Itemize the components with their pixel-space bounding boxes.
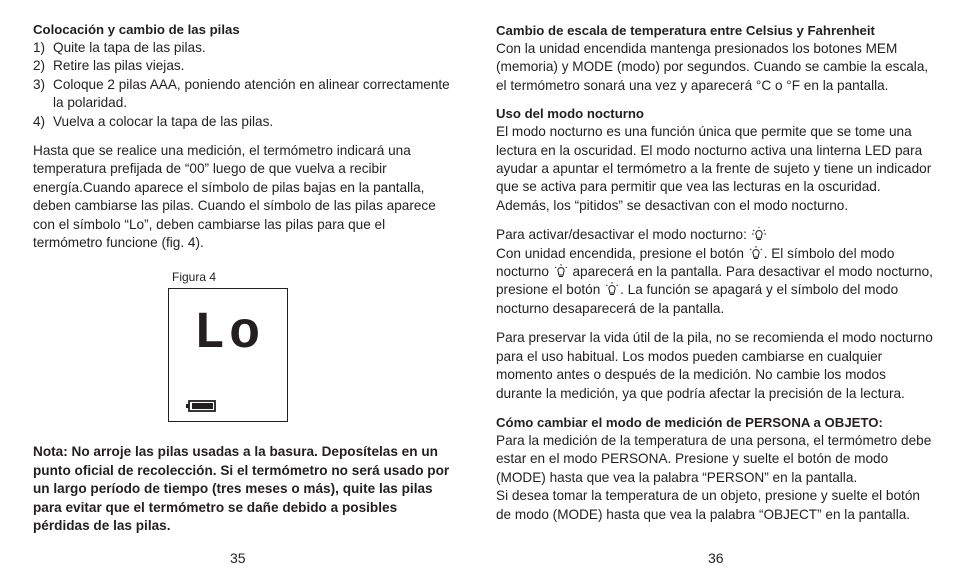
heading-batteries: Colocación y cambio de las pilas xyxy=(33,22,240,37)
night-mode-bulb-icon xyxy=(553,263,569,279)
disposal-note: Nota: No arroje las pilas usadas a la basura. Deposítelas en un punto oficial de recolección. Si el termómetro no será usado por un largo período de tiempo (tres meses o más), quite las pilas para evitar que el termómetro se dañe debido a posibles pérdidas de las pilas. xyxy=(33,444,450,534)
list-item xyxy=(33,76,457,113)
instructions-text: . El símbolo del modo nocturno xyxy=(496,245,895,280)
step-text: Coloque 2 pilas AAA, poniendo atención en alinear correctamente la polaridad. xyxy=(53,76,450,111)
figure-caption: Figura 4 xyxy=(172,270,217,284)
lcd-lo-readout xyxy=(169,289,286,420)
list-item xyxy=(33,39,457,57)
low-battery-icon xyxy=(186,401,215,411)
preserve-paragraph: Para preservar la vida útil de la pila, no se recomienda el modo nocturno para el uso habitual. Los modos pueden cambiarse en cualquier momento antes o después de la medición. No cambie los modos durante la medición, ya que podría afectar la precisión de la lectura. xyxy=(496,330,933,401)
night-mode-bulb-icon xyxy=(748,245,764,261)
mode-paragraph-person: Para la medición de la temperatura de una persona, el termómetro debe estar en el modo PERSONA. Presione y suelte el botón de modo (MODE) hasta que vea la palabra “PERSON” en la pantalla. xyxy=(496,432,932,485)
scale-paragraph: Con la unidad encendida mantenga presionados los botones MEM (memoria) y MODE (modo) por segundos. Cuando se cambie la escala, el termómetro sonará una vez y aparecerá °C o °F en la pantalla. xyxy=(496,41,929,93)
night-mode-bulb-icon xyxy=(604,281,620,297)
instructions-text: . La función se apagará y el símbolo del modo nocturno desaparecerá de la pantalla. xyxy=(496,282,899,316)
step-text: Vuelva a colocar la tapa de las pilas. xyxy=(53,113,274,129)
step-number: 3) xyxy=(33,76,46,92)
heading-scale: Cambio de escala de temperatura entre Celsius y Fahrenheit xyxy=(496,23,875,38)
step-number: 2) xyxy=(33,58,46,74)
instructions-label: Para activar/desactivar el modo nocturno: xyxy=(496,227,747,243)
mode-paragraph-object: Si desea tomar la temperatura de un objeto, presione y suelte el botón de modo (MODE) hasta que vea la palabra “OBJECT” en la pantalla. xyxy=(496,488,920,522)
page-number-left: 35 xyxy=(230,550,246,566)
night-mode-instructions xyxy=(496,226,934,318)
heading-night-mode: Uso del modo nocturno xyxy=(496,106,644,122)
night-mode-paragraph: El modo nocturno es una función única que permite que se tome una lectura en la oscuridad. El modo nocturno activa una linterna LED para ayudar a apuntar el termómetro a la frente de sujeto y tiene un indicador que se activa para permitir que vea las lecturas en la oscuridad. Además, los “pitidos” se desactivan con el modo nocturno. xyxy=(496,124,932,213)
night-mode-bulb-icon xyxy=(751,226,767,242)
battery-paragraph: Hasta que se realice una medición, el termómetro indicará una temperatura prefijada de “00” luego de que vuelva a recibir energía.Cuando aparece el símbolo de pilas bajas en la pantalla, deben cambiarse las pilas. Cuando el símbolo de las pilas aparece con el símbolo “Lo”, deben cambiarse las pilas para que el termómetro funcione (fig. 4). xyxy=(33,143,436,251)
step-number: 1) xyxy=(33,40,46,55)
instructions-text: Con unidad encendida, presione el botón xyxy=(496,245,744,261)
lcd-display xyxy=(168,288,288,422)
page-number-right: 36 xyxy=(708,550,724,566)
instructions-text: aparecerá en la pantalla. Para desactivar el modo nocturno, presione el botón xyxy=(496,264,933,298)
heading-mode-change: Cómo cambiar el modo de medición de PERSONA a OBJETO: xyxy=(496,414,883,430)
list-item xyxy=(33,57,457,75)
lcd-text: Lo xyxy=(193,304,265,363)
battery-steps xyxy=(33,39,457,131)
list-item xyxy=(33,113,457,131)
step-number: 4) xyxy=(33,113,46,129)
step-text: Retire las pilas viejas. xyxy=(53,58,185,74)
step-text: Quite la tapa de las pilas. xyxy=(53,40,206,55)
